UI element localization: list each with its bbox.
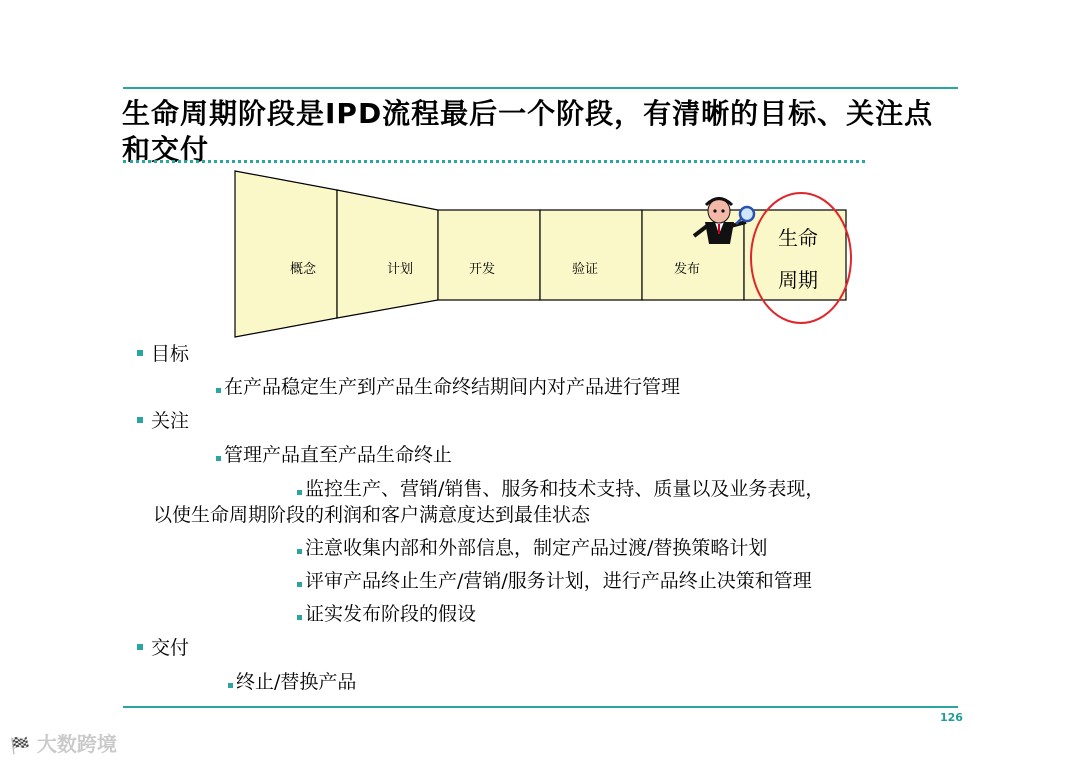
bullet-square-icon — [137, 350, 143, 356]
stage-verify-shape — [540, 210, 642, 300]
stage-label-concept: 概念 — [290, 262, 317, 277]
bullet-square-icon — [297, 549, 302, 554]
focus-item: 管理产品直至产品生命终止 — [216, 440, 452, 467]
page-number: 126 — [940, 711, 963, 724]
stage-label-verify: 验证 — [572, 262, 599, 277]
bullet-square-icon — [228, 683, 233, 688]
goal-item: 在产品稳定生产到产品生命终结期间内对产品进行管理 — [216, 372, 680, 399]
watermark-logo-icon: 🏁 — [10, 736, 30, 755]
focus-sub-item-4: 证实发布阶段的假设 — [297, 599, 476, 626]
bullet-square-icon — [297, 615, 302, 620]
lifecycle-label-line1: 生命 — [778, 226, 818, 250]
stage-plan-shape — [337, 190, 438, 318]
focus-sub-item-2: 注意收集内部和外部信息，制定产品过渡/替换策略计划 — [297, 533, 767, 560]
lifecycle-label-line2: 周期 — [778, 268, 818, 292]
stage-develop-shape — [438, 210, 540, 300]
bullet-square-icon — [137, 644, 143, 650]
stage-label-plan: 计划 — [387, 262, 414, 277]
funnel-stages — [235, 171, 846, 337]
bullet-square-icon — [297, 582, 302, 587]
stage-label-develop: 开发 — [469, 262, 496, 277]
slide-title: 生命周期阶段是IPD流程最后一个阶段，有清晰的目标、关注点和交付 — [122, 97, 934, 166]
bottom-rule — [123, 706, 958, 708]
deliver-heading: 交付 — [137, 633, 189, 660]
deliver-item: 终止/替换产品 — [228, 667, 356, 694]
focus-sub-item-1: 监控生产、营销/销售、服务和技术支持、质量以及业务表现， — [297, 474, 824, 501]
bullet-square-icon — [216, 456, 221, 461]
watermark: 🏁 大数跨境 — [10, 732, 117, 756]
stage-concept-shape — [235, 171, 337, 337]
bullet-square-icon — [137, 417, 143, 423]
focus-sub-item-1-cont: 以使生命周期阶段的利润和客户满意度达到最佳状态 — [153, 504, 591, 526]
focus-sub-item-3: 评审产品终止生产/营销/服务计划，进行产品终止决策和管理 — [297, 566, 812, 593]
bullet-square-icon — [216, 388, 221, 393]
focus-heading: 关注 — [137, 406, 189, 433]
stage-label-release: 发布 — [674, 262, 701, 277]
goal-heading: 目标 — [137, 339, 189, 366]
bullet-square-icon — [297, 490, 302, 495]
